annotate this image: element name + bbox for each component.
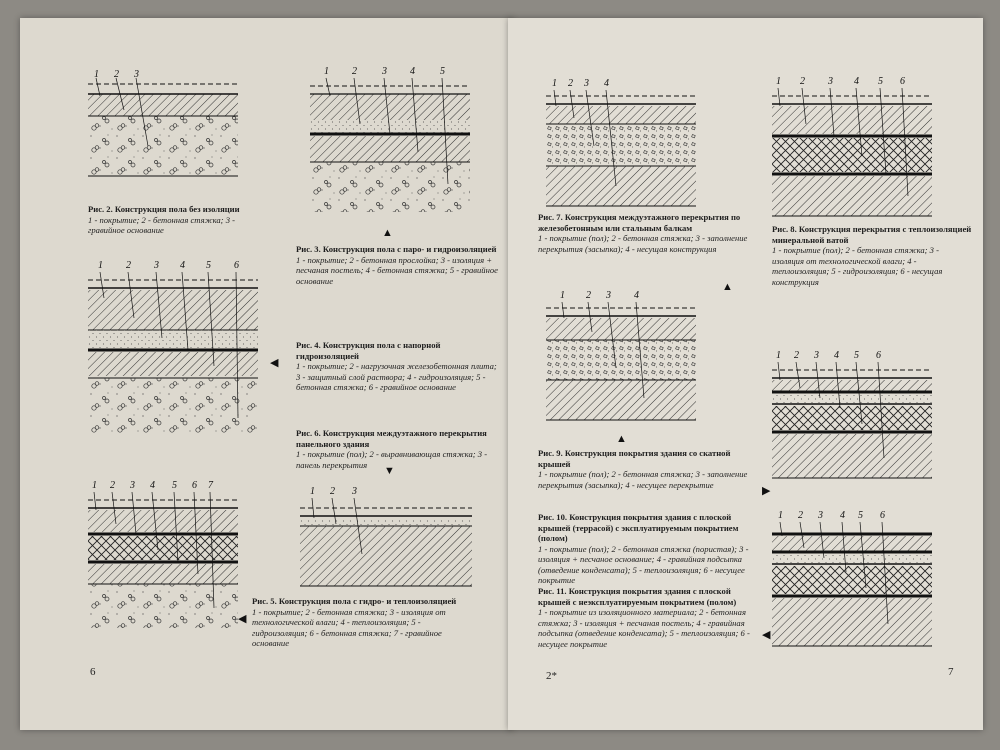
fig2-label-3: 3 — [134, 69, 139, 80]
fig5-label-6: 6 — [192, 480, 197, 491]
fig3-label-3: 3 — [382, 66, 387, 77]
fig8-caption-body: 1 - покрытие (пол); 2 - бетонная стяжка; 3 - изоляция от технологической влаги; 4 - теплоизоляция; 5 - гидроизоляция; 6 - несущая конструкция — [772, 245, 943, 287]
right-page — [508, 18, 983, 730]
fig7-label-4: 4 — [604, 78, 609, 89]
fig5-label-4: 4 — [150, 480, 155, 491]
triangle-up-marker-right: ▲ — [722, 281, 733, 293]
fig7-caption-title: Рис. 7. Конструкция междуэтажного перекрытия по железобетонным или стальным балкам — [538, 212, 741, 233]
fig5-label-1: 1 — [92, 480, 97, 491]
fig4-caption-title: Рис. 4. Конструкция пола с напорной гидроизоляцией — [296, 340, 441, 361]
fig9-caption — [538, 448, 760, 490]
fig10-label-3: 3 — [814, 350, 819, 361]
triangle-up-marker-right-2: ▲ — [616, 433, 627, 445]
fig6-caption-title: Рис. 6. Конструкция междуэтажного перекрытия панельного здания — [296, 428, 487, 449]
fig10-label-1: 1 — [776, 350, 781, 361]
fig10-caption-title: Рис. 10. Конструкция покрытия здания с плоской крышей (террасой) с эксплуатируемым покрытием (полом) — [538, 512, 739, 543]
fig3-caption-body: 1 - покрытие; 2 - бетонная прослойка; 3 - изоляция + песчаная постель; 4 - бетонная стяжка; 5 - гравийное основание — [296, 254, 498, 286]
fig3-label-5: 5 — [440, 66, 445, 77]
fig4-caption — [296, 340, 501, 393]
page-number-left: 6 — [90, 666, 96, 678]
fig10-drawing — [772, 348, 932, 488]
fig5-caption — [252, 596, 478, 649]
fig2-caption-body: 1 - покрытие; 2 - бетонная стяжка; 3 - гравийное основание — [88, 214, 235, 235]
fig8-label-2: 2 — [800, 76, 805, 87]
fig5-caption-body: 1 - покрытие; 2 - бетонная стяжка; 3 - изоляция от технологической влаги; 4 - теплоизоляция; 5 - гидроизоляция; 6 - бетонная стяжка; 7 - гравийное основание — [252, 606, 446, 648]
fig4-label-6: 6 — [234, 260, 239, 271]
fig2-caption-title: Рис. 2. Конструкция пола без изоляции — [88, 204, 240, 214]
triangle-right-marker: ▶ — [762, 485, 771, 497]
fig11-label-2: 2 — [798, 510, 803, 521]
fig11-caption-body: 1 - покрытие из изоляционного материала; 2 - бетонная стяжка; 3 - изоляция + песчаная постель; 4 - гравийная подсыпка (отведение конденсата); 5 - теплоизоляция; 6 - несущее покрытие — [538, 607, 750, 649]
fig2-caption — [88, 204, 253, 236]
fig8-label-3: 3 — [828, 76, 833, 87]
fig11-label-1: 1 — [778, 510, 783, 521]
fig5-label-3: 3 — [130, 480, 135, 491]
fig11-caption — [538, 586, 760, 649]
fig5-label-7: 7 — [208, 480, 213, 491]
fig4-label-5: 5 — [206, 260, 211, 271]
fig10-label-6: 6 — [876, 350, 881, 361]
fig8-label-1: 1 — [776, 76, 781, 87]
fig11-drawing — [772, 508, 932, 658]
fig7-label-1: 1 — [552, 78, 557, 89]
fig6-drawing — [300, 484, 472, 594]
fig5-caption-title: Рис. 5. Конструкция пола с гидро- и теплоизоляцией — [252, 596, 457, 606]
fig7-drawing — [546, 76, 696, 216]
fig10-label-2: 2 — [794, 350, 799, 361]
left-page — [20, 18, 513, 730]
fig10-label-5: 5 — [854, 350, 859, 361]
fig7-label-3: 3 — [584, 78, 589, 89]
fig9-caption-body: 1 - покрытие (пол); 2 - бетонная стяжка; 3 - заполнение перекрытия (засыпка); 4 - несущее перекрытие — [538, 469, 748, 490]
fig9-label-3: 3 — [606, 290, 611, 301]
fig8-drawing — [772, 74, 932, 224]
fig2-label-2: 2 — [114, 69, 119, 80]
fig6-label-1: 1 — [310, 486, 315, 497]
fig8-label-5: 5 — [878, 76, 883, 87]
fig8-label-6: 6 — [900, 76, 905, 87]
triangle-left-marker: ◀ — [270, 357, 279, 369]
fig11-caption-title: Рис. 11. Конструкция покрытия здания с плоской крышей с неэксплуатируемым покрытием (полом) — [538, 586, 737, 607]
fig5-drawing — [88, 478, 238, 638]
fig4-caption-body: 1 - покрытие; 2 - нагрузочная железобетонная плита; 3 - защитный слой раствора; 4 - гидроизоляция; 5 - бетонная стяжка; 6 - гравийное основание — [296, 361, 497, 392]
fig10-label-4: 4 — [834, 350, 839, 361]
fig6-caption-body: 1 - покрытие (пол); 2 - выравнивающая стяжка; 3 - панель перекрытия — [296, 449, 488, 470]
fig4-label-4: 4 — [180, 260, 185, 271]
triangle-down-marker: ▼ — [384, 465, 395, 477]
fig6-caption — [296, 428, 501, 470]
fig9-label-1: 1 — [560, 290, 565, 301]
fig5-label-5: 5 — [172, 480, 177, 491]
fig3-caption — [296, 244, 501, 286]
fig10-caption — [538, 512, 760, 586]
fig3-label-1: 1 — [324, 66, 329, 77]
triangle-left-marker-2: ◀ — [238, 613, 247, 625]
fig4-label-2: 2 — [126, 260, 131, 271]
fig2-drawing — [88, 66, 238, 191]
fig7-caption-body: 1 - покрытие (пол); 2 - бетонная стяжка; 3 - заполнение перекрытия (засыпка); 4 - несущая конструкция — [538, 233, 748, 254]
fig5-label-2: 2 — [110, 480, 115, 491]
triangle-up-marker: ▲ — [382, 227, 393, 239]
fig3-label-2: 2 — [352, 66, 357, 77]
signature-mark: 2* — [546, 670, 557, 682]
fig8-caption-title: Рис. 8. Конструкция перекрытия с теплоизоляцией минеральной ватой — [772, 224, 972, 245]
fig4-drawing — [88, 258, 258, 466]
fig6-label-3: 3 — [352, 486, 357, 497]
fig6-label-2: 2 — [330, 486, 335, 497]
fig3-label-4: 4 — [410, 66, 415, 77]
fig2-label-1: 1 — [94, 69, 99, 80]
fig3-caption-title: Рис. 3. Конструкция пола с паро- и гидроизоляцией — [296, 244, 497, 254]
fig8-label-4: 4 — [854, 76, 859, 87]
fig11-label-6: 6 — [880, 510, 885, 521]
fig3-drawing — [310, 64, 470, 224]
fig11-label-3: 3 — [818, 510, 823, 521]
fig9-label-2: 2 — [586, 290, 591, 301]
fig10-caption-body: 1 - покрытие (пол); 2 - бетонная стяжка (пористая); 3 - изоляция + песчаное основание; 4 - гравийная подсыпка (отведение конденсата); 5 - теплоизоляция; 6 - несущее покрытие — [538, 543, 749, 585]
page-number-right: 7 — [948, 666, 954, 678]
fig11-label-5: 5 — [858, 510, 863, 521]
fig9-drawing — [546, 288, 696, 428]
fig7-caption — [538, 212, 760, 254]
fig9-label-4: 4 — [634, 290, 639, 301]
fig4-label-1: 1 — [98, 260, 103, 271]
fig4-label-3: 3 — [154, 260, 159, 271]
fig9-caption-title: Рис. 9. Конструкция покрытия здания со скатной крышей — [538, 448, 731, 469]
fig11-label-4: 4 — [840, 510, 845, 521]
fig7-label-2: 2 — [568, 78, 573, 89]
fig8-caption — [772, 224, 972, 287]
triangle-left-marker-right: ◀ — [762, 629, 771, 641]
